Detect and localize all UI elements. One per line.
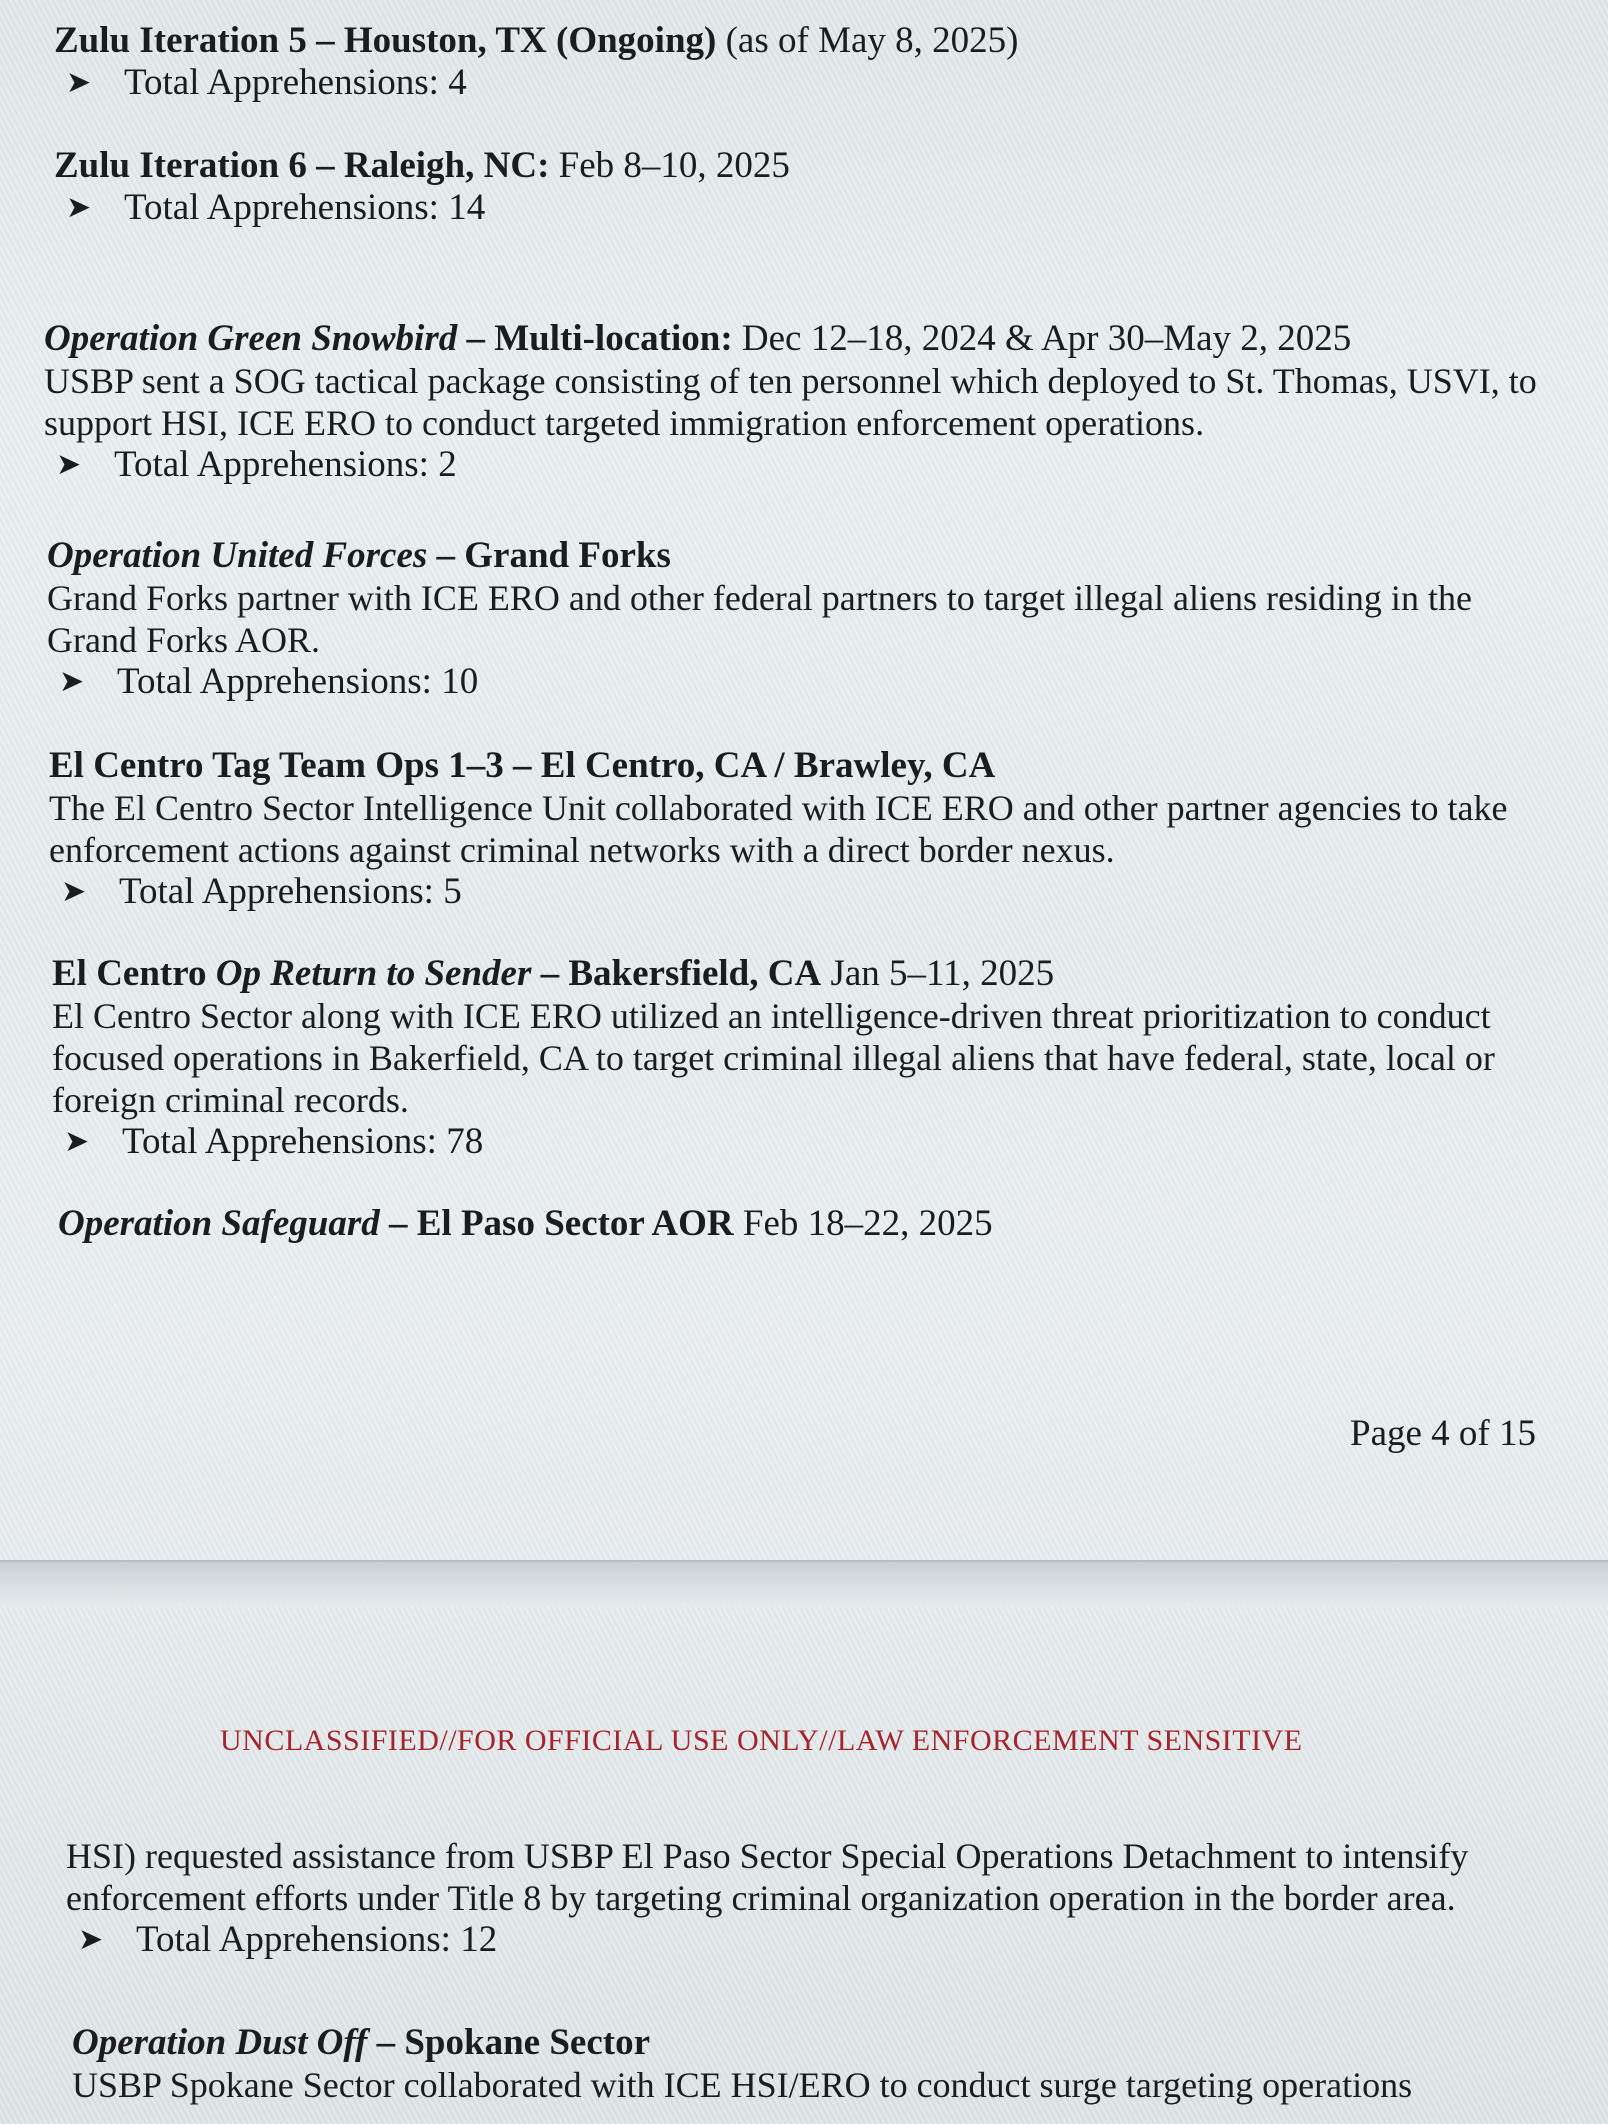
- page-number: Page 4 of 15: [1350, 1413, 1536, 1454]
- heading-part: Feb 18–22, 2025: [733, 1203, 993, 1244]
- heading-part: El Centro Tag Team Ops 1–3 – El Centro, CA / Brawley, CA: [49, 745, 996, 786]
- entry-operation-safeguard: [58, 1203, 1558, 1245]
- heading-part: – Grand Forks: [427, 535, 671, 576]
- entry-description: USBP sent a SOG tactical package consisting of ten personnel which deployed to St. Thomas, USVI, to support HSI, ICE ERO to conduct targeted immigration enforcement operations.: [44, 361, 1537, 443]
- entry-heading: [54, 20, 1554, 62]
- apprehensions-bullet: [52, 1121, 1532, 1163]
- apprehensions-total: Total Apprehensions: 14: [124, 187, 486, 228]
- heading-part: Zulu Iteration 6 – Raleigh, NC:: [54, 145, 550, 186]
- heading-part: Feb 8–10, 2025: [549, 145, 790, 186]
- apprehensions-bullet: [47, 661, 1567, 703]
- heading-part: Operation United Forces: [47, 535, 428, 576]
- entry-heading: [54, 145, 1554, 187]
- entry-heading: [72, 2022, 1572, 2064]
- arrowhead-bullet-icon: ➤: [64, 1125, 90, 1158]
- entry-op-return-to-sender: [52, 953, 1532, 1163]
- entry-description: USBP Spokane Sector collaborated with ICE HSI/ERO to conduct surge targeting operations: [72, 2065, 1413, 2105]
- entry-heading: [44, 318, 1584, 360]
- entry-heading: [49, 745, 1579, 787]
- heading-part: – Multi-location:: [457, 318, 733, 359]
- arrowhead-bullet-icon: ➤: [66, 66, 92, 99]
- entry-zulu-iteration-6: [54, 145, 1554, 229]
- entry-operation-safeguard-continued: [66, 1835, 1526, 1961]
- apprehensions-total: Total Apprehensions: 4: [124, 62, 467, 103]
- entry-description: The El Centro Sector Intelligence Unit collaborated with ICE ERO and other partner agencies to take enforcement actions against criminal networks with a direct border nexus.: [49, 788, 1508, 870]
- apprehensions-bullet: [49, 871, 1579, 913]
- heading-part: (as of May 8, 2025): [716, 20, 1019, 61]
- heading-part: – Bakersfield, CA: [531, 953, 822, 994]
- entry-heading: [47, 535, 1567, 577]
- heading-part: Jan 5–11, 2025: [821, 953, 1055, 994]
- arrowhead-bullet-icon: ➤: [78, 1923, 104, 1956]
- heading-part: Op Return to Sender: [215, 953, 532, 994]
- apprehensions-total: Total Apprehensions: 5: [119, 871, 462, 912]
- page-break: [0, 1560, 1608, 1607]
- document-page-5: [0, 1605, 1608, 2124]
- apprehensions-total: Total Apprehensions: 10: [117, 661, 479, 702]
- entry-description: HSI) requested assistance from USBP El Paso Sector Special Operations Detachment to intensify enforcement efforts under Title 8 by targeting criminal organization operation in the border area.: [66, 1836, 1469, 1918]
- entry-operation-united-forces: [47, 535, 1567, 703]
- entry-operation-dust-off: [72, 2022, 1572, 2106]
- apprehensions-bullet: [66, 1919, 1526, 1961]
- classification-banner: UNCLASSIFIED//FOR OFFICIAL USE ONLY//LAW ENFORCEMENT SENSITIVE: [220, 1724, 1303, 1757]
- entry-description: Grand Forks partner with ICE ERO and other federal partners to target illegal aliens residing in the Grand Forks AOR.: [47, 578, 1472, 660]
- apprehensions-bullet: [54, 187, 1554, 229]
- arrowhead-bullet-icon: ➤: [66, 191, 92, 224]
- apprehensions-total: Total Apprehensions: 2: [114, 444, 457, 485]
- arrowhead-bullet-icon: ➤: [56, 448, 82, 481]
- entry-el-centro-tag-team: [49, 745, 1579, 913]
- heading-part: – El Paso Sector AOR: [379, 1203, 734, 1244]
- heading-part: El Centro: [52, 953, 216, 994]
- heading-part: Operation Green Snowbird: [44, 318, 458, 359]
- entry-description: El Centro Sector along with ICE ERO utilized an intelligence-driven threat prioritization to conduct focused operations in Bakerfield, CA to target criminal illegal aliens that have federal, state, local or foreign criminal records.: [52, 996, 1495, 1120]
- entry-heading: [52, 953, 1532, 995]
- apprehensions-bullet: [54, 62, 1554, 104]
- heading-part: Zulu Iteration 5 – Houston, TX (Ongoing): [54, 20, 717, 61]
- apprehensions-total: Total Apprehensions: 12: [136, 1919, 498, 1960]
- entry-heading: [58, 1203, 1558, 1245]
- heading-part: – Spokane Sector: [367, 2022, 651, 2063]
- heading-part: Operation Safeguard: [58, 1203, 380, 1244]
- apprehensions-total: Total Apprehensions: 78: [122, 1121, 484, 1162]
- arrowhead-bullet-icon: ➤: [61, 875, 87, 908]
- apprehensions-bullet: [44, 444, 1584, 486]
- heading-part: Operation Dust Off: [72, 2022, 368, 2063]
- entry-zulu-iteration-5: [54, 20, 1554, 104]
- arrowhead-bullet-icon: ➤: [59, 665, 85, 698]
- entry-operation-green-snowbird: [44, 318, 1584, 486]
- heading-part: Dec 12–18, 2024 & Apr 30–May 2, 2025: [732, 318, 1352, 359]
